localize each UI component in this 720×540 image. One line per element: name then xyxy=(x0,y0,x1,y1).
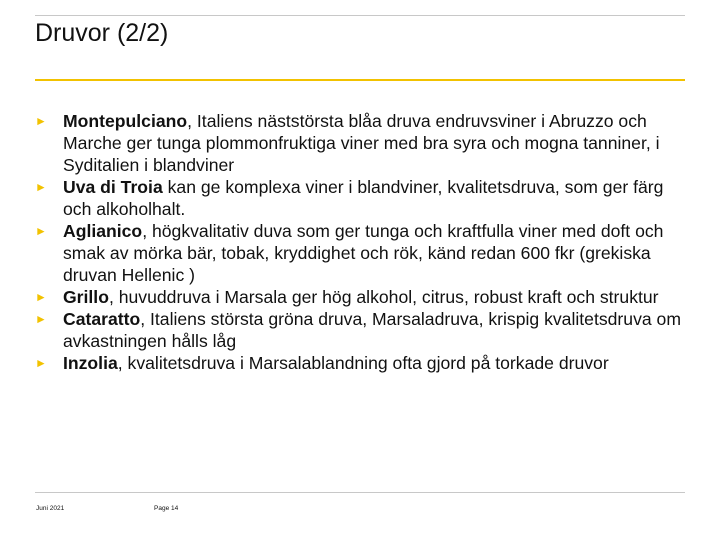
title-underline xyxy=(35,79,685,81)
bullet-inzolia xyxy=(35,352,695,374)
grape-description: , högkvalitativ duva som ger tunga och kraftfulla viner med doft och smak av mörka bär, tobak, kryddighet och rök, känd redan 600 fkr (grekiska druvan Hellenic ) xyxy=(63,221,664,285)
grape-bullet-list xyxy=(35,110,695,374)
grape-description: kan ge komplexa viner i blandviner, kvalitetsdruva, som ger färg och alkoholhalt. xyxy=(63,177,664,219)
grape-term: Cataratto xyxy=(63,309,141,329)
grape-description: , kvalitetsdruva i Marsalablandning ofta gjord på torkade druvor xyxy=(117,353,609,373)
footer-divider xyxy=(35,492,685,493)
footer-date: Juni 2021 xyxy=(36,505,65,512)
grape-description: , huvuddruva i Marsala ger hög alkohol, citrus, robust kraft och struktur xyxy=(108,287,659,307)
bullet-arrow-icon: ► xyxy=(35,356,47,370)
bullet-montepulciano xyxy=(35,110,695,176)
bullet-uva-di-troia xyxy=(35,176,695,220)
grape-term: Uva di Troia xyxy=(63,177,163,197)
footer-page-number: Page 14 xyxy=(154,505,179,512)
bullet-arrow-icon: ► xyxy=(35,224,47,238)
bullet-arrow-icon: ► xyxy=(35,114,47,128)
bullet-arrow-icon: ► xyxy=(35,312,47,326)
grape-description: , Italiens näststörsta blåa druva endruvsviner i Abruzzo och Marche ger tunga plommonfruktiga viner med bra syra och mogna tanniner, i Syditalien i blandviner xyxy=(63,111,660,175)
grape-term: Aglianico xyxy=(63,221,143,241)
bullet-grillo xyxy=(35,286,695,308)
slide-title: Druvor (2/2) xyxy=(35,19,169,47)
bullet-cataratto xyxy=(35,308,695,352)
grape-term: Grillo xyxy=(63,287,109,307)
grape-description: , Italiens största gröna druva, Marsaladruva, krispig kvalitetsdruva om avkastningen hålls låg xyxy=(63,309,681,351)
bullet-aglianico xyxy=(35,220,695,286)
bullet-arrow-icon: ► xyxy=(35,290,47,304)
bullet-arrow-icon: ► xyxy=(35,180,47,194)
grape-term: Inzolia xyxy=(63,353,118,373)
grape-term: Montepulciano xyxy=(63,111,188,131)
